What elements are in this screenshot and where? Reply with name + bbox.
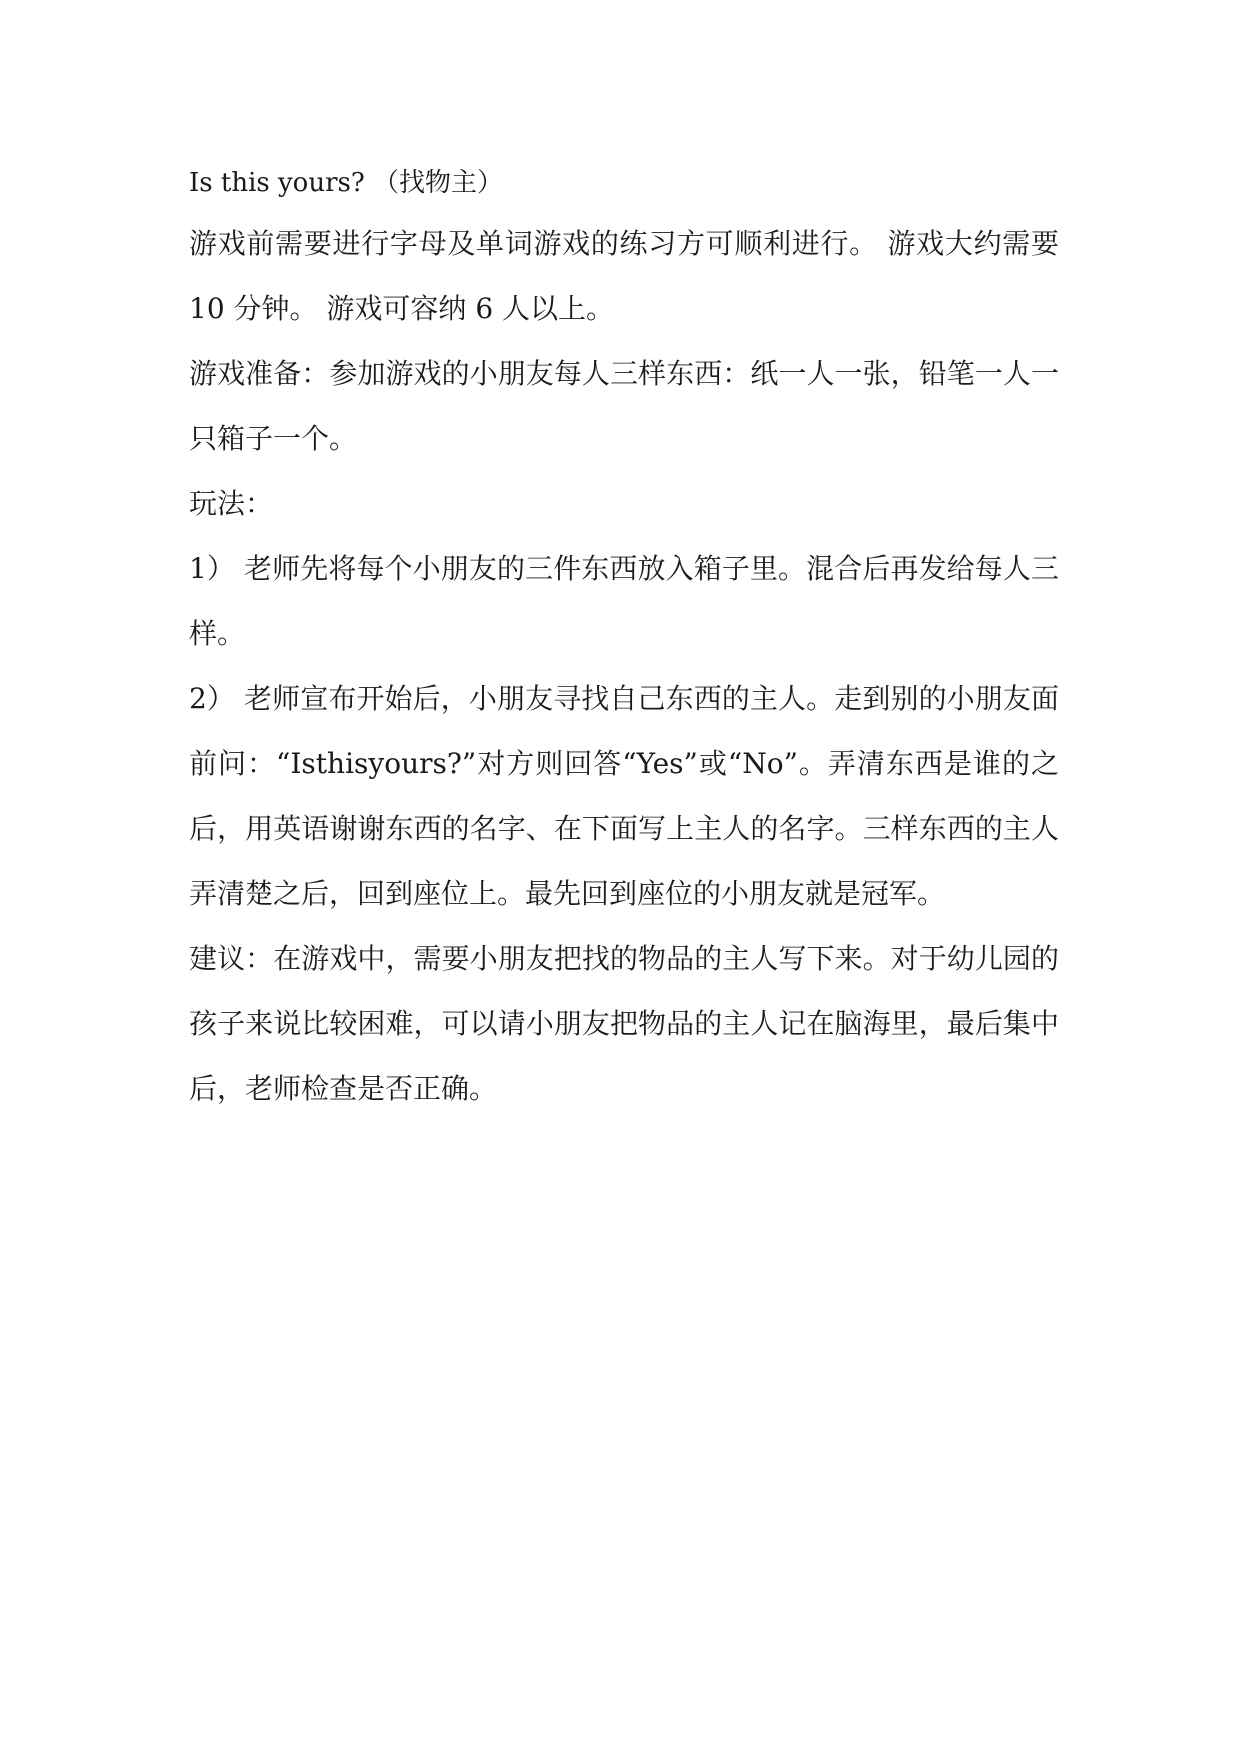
step-1-paragraph: 1） 老师先将每个小朋友的三件东西放入箱子里。混合后再发给每人三样。 [189, 552, 1059, 650]
suggestion-paragraph: 建议：在游戏中，需要小朋友把找的物品的主人写下来。对于幼儿园的孩子来说比较困难，可以请小朋友把物品的主人记在脑海里，最后集中后，老师检查是否正确。 [189, 942, 1059, 1105]
document-title: Is this yours? （找物主） [189, 168, 504, 198]
step-2-paragraph: 2） 老师宣布开始后，小朋友寻找自己东西的主人。走到别的小朋友面前问：“Isthisyours?”对方则回答“Yes”或“No”。弄清东西是谁的之后，用英语谢谢东西的名字、在下面写上主人的名字。三样东西的主人弄清楚之后，回到座位上。最先回到座位的小朋友就是冠军。 [189, 682, 1059, 910]
method-heading: 玩法： [189, 487, 274, 520]
document-body [189, 155, 1059, 1121]
intro-paragraph: 游戏前需要进行字母及单词游戏的练习方可顺利进行。 游戏大约需要 10 分钟。 游戏可容纳 6 人以上。 [189, 227, 1059, 325]
preparation-paragraph: 游戏准备：参加游戏的小朋友每人三样东西：纸一人一张，铅笔一人一只箱子一个。 [189, 357, 1059, 455]
